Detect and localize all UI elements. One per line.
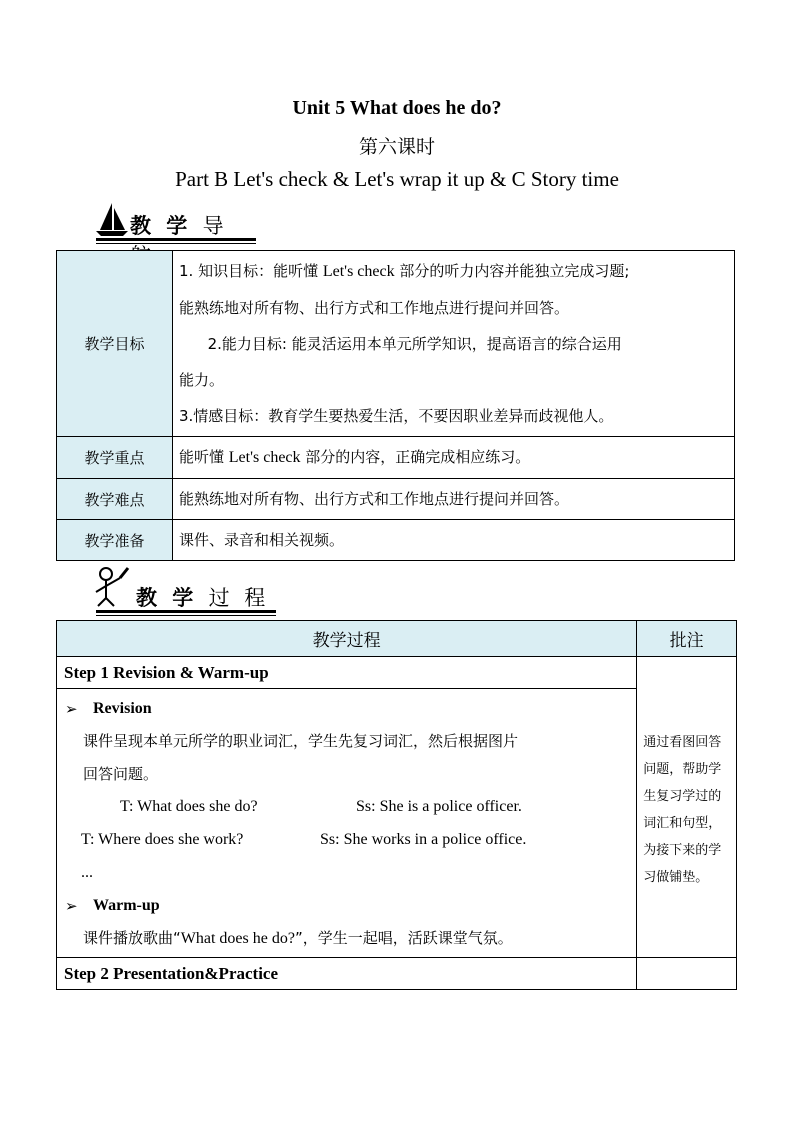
students-line: Ss: She is a police officer. <box>356 798 522 815</box>
table-row <box>57 520 735 561</box>
section-heading-guide <box>88 200 258 244</box>
dialog-line <box>65 791 628 824</box>
lesson-number: 第六课时 <box>358 136 435 158</box>
teacher-line: T: What does she do? <box>120 798 258 815</box>
note-line: 为接下来的学 <box>643 843 722 858</box>
revision-heading <box>65 693 628 725</box>
note-line: 生复习学过的 <box>643 789 722 804</box>
arrow-bullet-icon: ➢ <box>65 700 78 718</box>
section-heading-process <box>88 568 278 612</box>
teacher-line: T: Where does she work? <box>81 831 244 848</box>
step-heading: Step 1 Revision & Warm-up <box>57 657 637 689</box>
key-points-cell: 能听懂 Let's check 部分的内容，正确完成相应练习。 <box>173 437 735 479</box>
notes-cell <box>637 657 737 958</box>
unit-title: Unit 5 What does he do? <box>292 97 502 119</box>
section-title-light: 过 程 <box>208 586 270 610</box>
row-header: 教学难点 <box>57 479 173 520</box>
goal-line: 能熟练地对所有物、出行方式和工作地点进行提问并回答。 <box>179 299 570 317</box>
warmup-text: 课件播放歌曲“What does he do?”，学生一起唱，活跃课堂气氛。 <box>83 929 513 947</box>
revision-text: 课件呈现本单元所学的职业词汇，学生先复习词汇，然后根据图片 <box>83 732 519 750</box>
revision-text: 回答问题。 <box>83 765 159 783</box>
goal-line: 3.情感目标：教育学生要热爱生活，不要因职业差异而歧视他人。 <box>179 407 614 425</box>
revision-label: Revision <box>93 700 152 717</box>
warmup-heading <box>65 890 628 922</box>
table-header-row <box>57 621 737 657</box>
goal-line: 1. 知识目标：能听懂 Let's check 部分的听力内容并能独立完成习题; <box>179 262 630 280</box>
note-line: 词汇和句型， <box>643 816 722 831</box>
table-row <box>57 657 737 689</box>
table-row <box>57 689 737 958</box>
row-header: 教学目标 <box>57 251 173 437</box>
goals-table <box>56 250 735 561</box>
difficulty-cell: 能熟练地对所有物、出行方式和工作地点进行提问并回答。 <box>173 479 735 520</box>
note-line: 问题，帮助学 <box>643 762 722 777</box>
goal-line: 能力。 <box>179 371 225 389</box>
dialog-line <box>65 824 628 857</box>
warmup-label: Warm-up <box>93 897 160 914</box>
table-row <box>57 958 737 990</box>
goals-cell <box>173 251 735 437</box>
goal-line: 2.能力目标: 能灵活运用本单元所学知识，提高语言的综合运用 <box>179 335 622 353</box>
table-row <box>57 251 735 437</box>
step-heading: Step 2 Presentation&Practice <box>57 958 637 990</box>
arrow-bullet-icon: ➢ <box>65 897 78 915</box>
section-title-light: 导 <box>202 214 228 238</box>
pencil-figure-icon <box>92 564 132 608</box>
section-title-bold: 教 学 <box>130 214 192 238</box>
step1-content <box>57 689 637 958</box>
students-line: Ss: She works in a police office. <box>320 831 527 848</box>
row-header: 教学准备 <box>57 520 173 561</box>
note-line: 通过看图回答 <box>643 735 722 750</box>
lesson-parts: Part B Let's check & Let's wrap it up & C Story time <box>175 167 619 191</box>
table-row <box>57 437 735 479</box>
notes-cell-empty <box>637 958 737 990</box>
column-header-notes: 批注 <box>637 621 737 657</box>
row-header: 教学重点 <box>57 437 173 479</box>
sailboat-icon <box>94 200 130 238</box>
preparation-cell: 课件、录音和相关视频。 <box>173 520 735 561</box>
section-title-bold: 教 学 <box>136 586 198 610</box>
process-table <box>56 620 737 990</box>
note-line: 习做铺垫。 <box>643 870 709 885</box>
ellipsis-line: ... <box>81 864 93 881</box>
column-header-process: 教学过程 <box>57 621 637 657</box>
table-row <box>57 479 735 520</box>
